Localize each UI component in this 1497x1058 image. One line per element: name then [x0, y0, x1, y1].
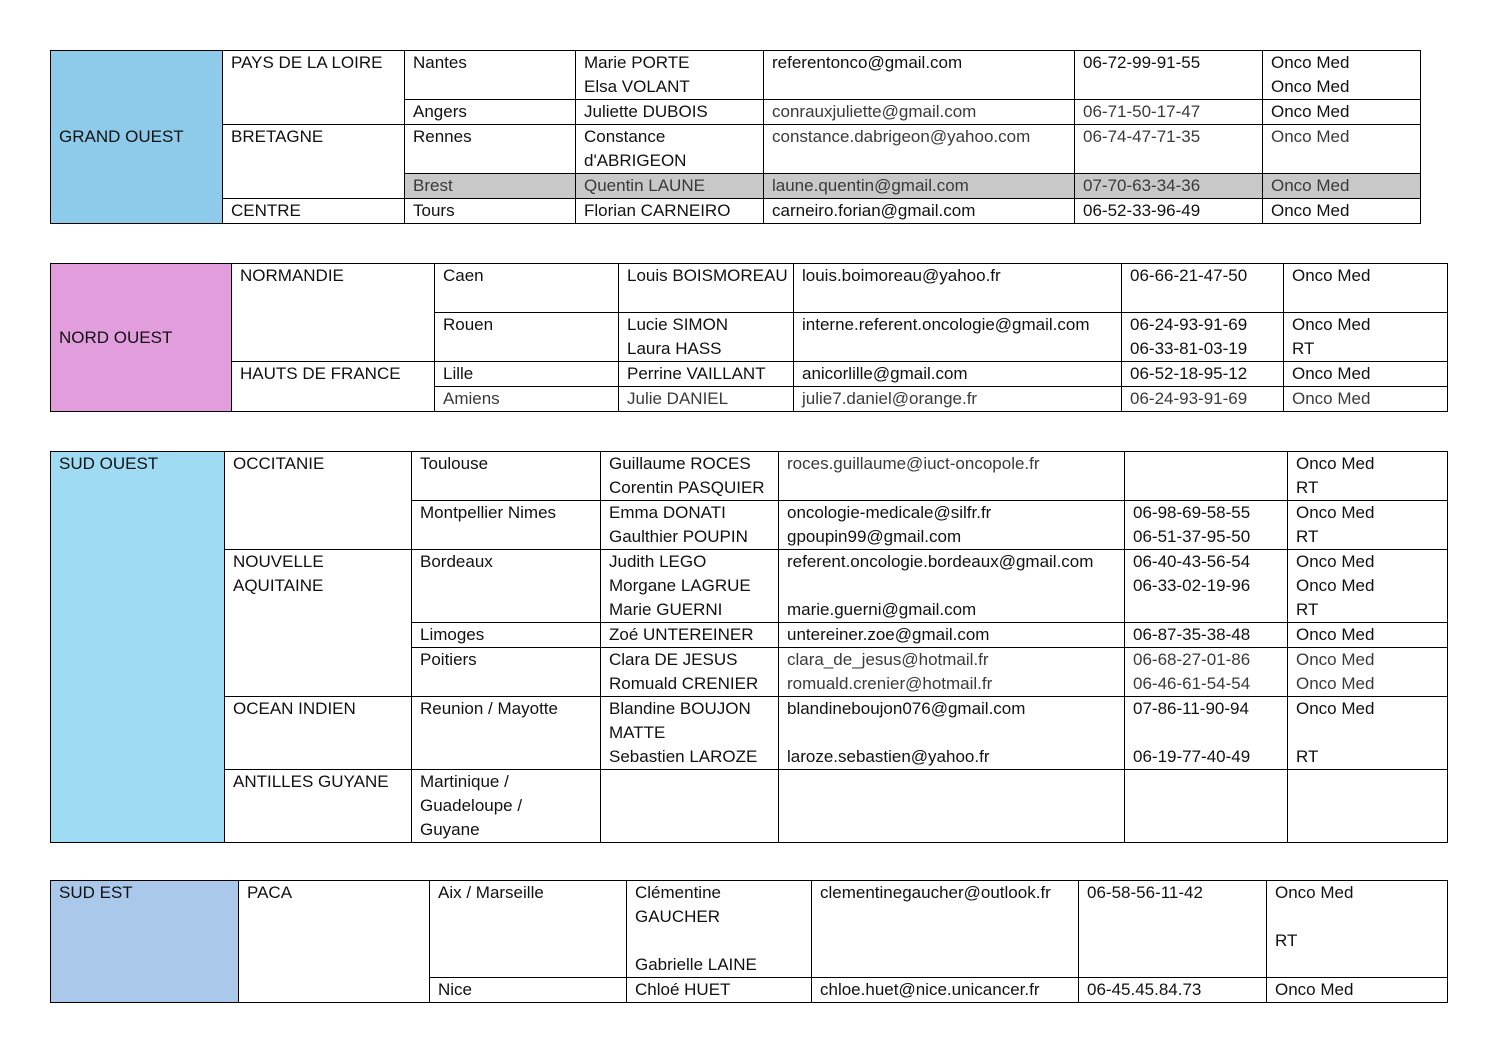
role-cell [1288, 697, 1448, 770]
phone-number: 07-86-11-90-94 [1133, 699, 1249, 718]
table-row [51, 362, 1448, 387]
email-link[interactable]: julie7.daniel@orange.fr [802, 389, 978, 408]
role-cell [1263, 51, 1421, 100]
email-cell [764, 174, 1075, 199]
region-cell-nord-ouest [51, 264, 232, 412]
contact-name: Corentin PASQUIER [609, 478, 765, 497]
role-label: RT [1275, 931, 1298, 950]
role-cell [1263, 174, 1421, 199]
email-cell [794, 313, 1122, 362]
contact-name: Emma DONATI [609, 503, 726, 522]
role-label: Onco Med [1271, 102, 1350, 121]
city-cell [435, 387, 619, 412]
email-link[interactable]: interne.referent.oncologie@gmail.com [802, 315, 1090, 334]
phone-cell [1075, 125, 1263, 174]
email-link[interactable] [787, 574, 1116, 598]
email-link[interactable]: referent.oncologie.bordeaux@gmail.com [787, 552, 1094, 571]
email-cell [779, 452, 1125, 501]
email-link[interactable]: laroze.sebastien@yahoo.fr [787, 747, 990, 766]
name-cell [619, 264, 794, 313]
city-label: Martinique / [420, 772, 509, 791]
role-label: Onco Med [1292, 389, 1371, 408]
region-label: GRAND OUEST [59, 127, 184, 146]
role-label: Onco Med [1271, 53, 1350, 72]
email-cell [764, 100, 1075, 125]
email-link[interactable]: referentonco@gmail.com [772, 53, 963, 72]
city-label: Lille [443, 364, 474, 383]
email-link[interactable]: gpoupin99@gmail.com [787, 527, 962, 546]
area-cell [223, 199, 405, 224]
contact-name: Clémentine [635, 883, 721, 902]
nord-ouest-table [50, 263, 1448, 412]
table-row [51, 199, 1421, 224]
email-link[interactable] [787, 721, 1116, 745]
name-cell [619, 362, 794, 387]
city-cell [430, 881, 627, 978]
city-cell [435, 362, 619, 387]
name-cell [576, 174, 764, 199]
role-cell [1263, 125, 1421, 174]
phone-number: 06-46-61-54-54 [1133, 674, 1251, 693]
email-link[interactable]: roces.guillaume@iuct-oncopole.fr [787, 454, 1040, 473]
table-row [51, 770, 1448, 843]
area-label: OCEAN INDIEN [233, 699, 356, 718]
area-cell [223, 51, 405, 125]
email-cell [764, 199, 1075, 224]
name-cell [619, 313, 794, 362]
contact-name: d'ABRIGEON [584, 151, 687, 170]
area-label: NOUVELLE [233, 552, 324, 571]
city-label: Caen [443, 266, 484, 285]
email-link[interactable]: constance.dabrigeon@yahoo.com [772, 127, 1031, 146]
city-cell [412, 550, 601, 623]
phone-number: 06-72-99-91-55 [1083, 53, 1201, 72]
role-label: Onco Med [1275, 980, 1354, 999]
role-cell [1284, 387, 1448, 412]
area-cell [232, 264, 435, 362]
contact-name: Chloé HUET [635, 980, 731, 999]
role-cell [1284, 362, 1448, 387]
city-label: Aix / Marseille [438, 883, 544, 902]
role-label: RT [1296, 478, 1319, 497]
role-label: Onco Med [1275, 883, 1354, 902]
email-cell [812, 978, 1079, 1003]
city-label: Toulouse [420, 454, 489, 473]
role-cell [1284, 313, 1448, 362]
phone-cell [1079, 881, 1267, 978]
role-label [1275, 905, 1439, 929]
city-cell [412, 623, 601, 648]
email-link[interactable]: clara_de_jesus@hotmail.fr [787, 650, 989, 669]
city-cell [412, 648, 601, 697]
contact-name: Guillaume ROCES [609, 454, 751, 473]
city-label: Montpellier Nimes [420, 503, 557, 522]
city-cell [430, 978, 627, 1003]
area-label: ANTILLES GUYANE [233, 772, 389, 791]
city-cell [405, 174, 576, 199]
city-cell [412, 501, 601, 550]
name-cell [601, 648, 779, 697]
city-label: Limoges [420, 625, 485, 644]
contact-name: Gaulthier POUPIN [609, 527, 748, 546]
name-cell [576, 199, 764, 224]
region-label: NORD OUEST [59, 327, 173, 347]
name-cell [627, 978, 812, 1003]
phone-number: 06-33-81-03-19 [1130, 339, 1248, 358]
city-cell [412, 770, 601, 843]
role-cell [1267, 881, 1448, 978]
table-row [51, 125, 1421, 174]
city-label: Amiens [443, 389, 500, 408]
name-cell [576, 51, 764, 100]
role-label: RT [1296, 747, 1319, 766]
phone-number: 06-52-18-95-12 [1130, 364, 1248, 383]
phone-cell [1122, 387, 1284, 412]
phone-number: 06-52-33-96-49 [1083, 201, 1201, 220]
role-label: Onco Med [1271, 127, 1350, 146]
city-label: Guyane [420, 820, 480, 839]
city-label: Poitiers [420, 650, 477, 669]
role-label: Onco Med [1296, 454, 1375, 473]
email-cell [764, 51, 1075, 100]
phone-number: 06-19-77-40-49 [1133, 747, 1251, 766]
email-link[interactable]: oncologie-medicale@silfr.fr [787, 503, 992, 522]
city-cell [435, 313, 619, 362]
phone-number: 06-24-93-91-69 [1130, 315, 1248, 334]
table-row [51, 264, 1448, 313]
table-row [51, 550, 1448, 623]
area-cell [225, 550, 412, 697]
name-cell [619, 387, 794, 412]
city-cell [412, 452, 601, 501]
name-cell [601, 623, 779, 648]
phone-number: 06-66-21-47-50 [1130, 266, 1248, 285]
phone-number: 06-71-50-17-47 [1083, 102, 1201, 121]
region-label: SUD OUEST [59, 454, 159, 473]
city-label: Reunion / Mayotte [420, 699, 558, 718]
city-cell [435, 264, 619, 313]
contact-name: Morgane LAGRUE [609, 576, 751, 595]
role-label: RT [1296, 600, 1319, 619]
email-link[interactable]: untereiner.zoe@gmail.com [787, 625, 990, 644]
sud-ouest-table [50, 451, 1448, 843]
contact-name: Romuald CRENIER [609, 674, 759, 693]
phone-number: 06-68-27-01-86 [1133, 650, 1251, 669]
grand-ouest-table [50, 50, 1421, 224]
phone-number: 06-45.45.84.73 [1087, 980, 1202, 999]
name-cell [601, 697, 779, 770]
email-link[interactable]: chloe.huet@nice.unicancer.fr [820, 980, 1040, 999]
contact-name: Elsa VOLANT [584, 77, 690, 96]
email-cell [779, 550, 1125, 623]
role-cell [1263, 199, 1421, 224]
role-cell [1267, 978, 1448, 1003]
phone-cell [1122, 264, 1284, 313]
city-label: Nantes [413, 53, 467, 72]
city-cell [405, 100, 576, 125]
city-cell [405, 199, 576, 224]
role-label: Onco Med [1271, 201, 1350, 220]
phone-number: 06-74-47-71-35 [1083, 127, 1201, 146]
name-cell [601, 501, 779, 550]
role-label: Onco Med [1296, 576, 1375, 595]
phone-cell [1079, 978, 1267, 1003]
phone-number: 06-58-56-11-42 [1087, 883, 1203, 902]
region-cell-grand-ouest [51, 51, 223, 224]
city-label: Brest [413, 176, 453, 195]
role-label: Onco Med [1292, 266, 1371, 285]
region-cell-sud-est [51, 881, 239, 1003]
table-row [51, 881, 1448, 978]
phone-cell [1125, 648, 1288, 697]
role-cell [1263, 100, 1421, 125]
contact-name: Julie DANIEL [627, 389, 729, 408]
email-cell [779, 501, 1125, 550]
area-cell [225, 770, 412, 843]
name-cell [576, 100, 764, 125]
name-cell [601, 452, 779, 501]
city-label: Tours [413, 201, 455, 220]
city-label: Rouen [443, 315, 494, 334]
email-link[interactable]: romuald.crenier@hotmail.fr [787, 674, 993, 693]
area-cell [223, 125, 405, 199]
role-label: Onco Med [1292, 364, 1371, 383]
area-label: NORMANDIE [240, 266, 344, 285]
area-label: OCCITANIE [233, 454, 325, 473]
email-cell [779, 697, 1125, 770]
area-label: AQUITAINE [233, 576, 324, 595]
phone-cell [1075, 51, 1263, 100]
role-label: Onco Med [1271, 176, 1350, 195]
role-cell [1288, 770, 1448, 843]
contact-name: Lucie SIMON [627, 315, 729, 334]
city-label: Nice [438, 980, 473, 999]
contact-name: Clara DE JESUS [609, 650, 738, 669]
contact-name: Perrine VAILLANT [627, 364, 766, 383]
role-label: Onco Med [1296, 674, 1375, 693]
email-cell [794, 362, 1122, 387]
contact-name: MATTE [609, 723, 666, 742]
email-cell [794, 387, 1122, 412]
city-cell [405, 51, 576, 100]
phone-cell [1122, 362, 1284, 387]
contact-name: Zoé UNTEREINER [609, 625, 754, 644]
email-link[interactable]: clementinegaucher@outlook.fr [820, 883, 1051, 902]
contact-name: Quentin LAUNE [584, 176, 705, 195]
role-label: Onco Med [1271, 77, 1350, 96]
phone-cell [1125, 452, 1288, 501]
area-cell [225, 697, 412, 770]
email-link[interactable]: laune.quentin@gmail.com [772, 176, 969, 195]
phone-cell [1122, 313, 1284, 362]
phone-cell [1125, 501, 1288, 550]
area-cell [239, 881, 430, 1003]
contact-name: Marie GUERNI [609, 600, 723, 619]
phone-cell [1125, 770, 1288, 843]
email-cell [779, 648, 1125, 697]
email-link[interactable]: conrauxjuliette@gmail.com [772, 102, 977, 121]
phone-cell [1075, 100, 1263, 125]
contact-name: GAUCHER [635, 907, 721, 926]
city-label: Rennes [413, 127, 472, 146]
phone-cell [1125, 623, 1288, 648]
phone-number: 06-24-93-91-69 [1130, 389, 1248, 408]
role-cell [1288, 648, 1448, 697]
email-link[interactable]: blandineboujon076@gmail.com [787, 699, 1026, 718]
sud-est-table [50, 880, 1448, 1003]
email-cell [764, 125, 1075, 174]
contact-name: Laura HASS [627, 339, 722, 358]
area-label: HAUTS DE FRANCE [240, 364, 401, 383]
table-row [51, 697, 1448, 770]
city-label: Guadeloupe / [420, 796, 523, 815]
phone-number: 06-40-43-56-54 [1133, 552, 1251, 571]
area-label: BRETAGNE [231, 127, 324, 146]
role-cell [1288, 501, 1448, 550]
role-label [1296, 721, 1439, 745]
email-link[interactable]: louis.boimoreau@yahoo.fr [802, 266, 1001, 285]
phone-number: 07-70-63-34-36 [1083, 176, 1201, 195]
contact-name: Florian CARNEIRO [584, 201, 731, 220]
contact-name: Louis BOISMOREAU [627, 266, 788, 285]
email-cell [779, 770, 1125, 843]
email-link[interactable]: marie.guerni@gmail.com [787, 600, 977, 619]
phone-number: 06-33-02-19-96 [1133, 576, 1251, 595]
role-cell [1284, 264, 1448, 313]
contact-name: Judith LEGO [609, 552, 707, 571]
role-label: RT [1292, 339, 1315, 358]
area-label: PACA [247, 883, 293, 902]
contact-name: Blandine BOUJON [609, 699, 751, 718]
phone-cell [1075, 174, 1263, 199]
table-row [51, 452, 1448, 501]
name-cell [576, 125, 764, 174]
contact-name: Marie PORTE [584, 53, 690, 72]
phone-cell [1125, 550, 1288, 623]
role-cell [1288, 452, 1448, 501]
phone-cell [1125, 697, 1288, 770]
area-cell [225, 452, 412, 550]
email-cell [779, 623, 1125, 648]
phone-number: 06-98-69-58-55 [1133, 503, 1251, 522]
phone-number: 06-87-35-38-48 [1133, 625, 1251, 644]
contact-name: Constance [584, 127, 666, 146]
contact-name: Gabrielle LAINE [635, 955, 757, 974]
role-label: RT [1296, 527, 1319, 546]
region-cell-sud-ouest [51, 452, 225, 843]
area-label: PAYS DE LA LOIRE [231, 53, 383, 72]
contact-name [635, 929, 803, 953]
email-cell [794, 264, 1122, 313]
table-row [51, 51, 1421, 100]
contact-name: Juliette DUBOIS [584, 102, 708, 121]
role-label: Onco Med [1296, 503, 1375, 522]
role-label: Onco Med [1296, 552, 1375, 571]
email-link[interactable]: anicorlille@gmail.com [802, 364, 968, 383]
phone-number: 06-51-37-95-50 [1133, 527, 1251, 546]
city-label: Bordeaux [420, 552, 493, 571]
area-cell [232, 362, 435, 412]
contact-name: Sebastien LAROZE [609, 747, 758, 766]
city-cell [412, 697, 601, 770]
phone-cell [1075, 199, 1263, 224]
name-cell [601, 770, 779, 843]
name-cell [601, 550, 779, 623]
role-label: Onco Med [1296, 699, 1375, 718]
area-label: CENTRE [231, 201, 301, 220]
role-label: Onco Med [1296, 625, 1375, 644]
city-label: Angers [413, 102, 467, 121]
email-link[interactable]: carneiro.forian@gmail.com [772, 201, 976, 220]
role-cell [1288, 550, 1448, 623]
city-cell [405, 125, 576, 174]
role-label: Onco Med [1296, 650, 1375, 669]
phone-number [1133, 721, 1279, 745]
region-label: SUD EST [59, 883, 133, 902]
role-cell [1288, 623, 1448, 648]
email-cell [812, 881, 1079, 978]
role-label: Onco Med [1292, 315, 1371, 334]
name-cell [627, 881, 812, 978]
